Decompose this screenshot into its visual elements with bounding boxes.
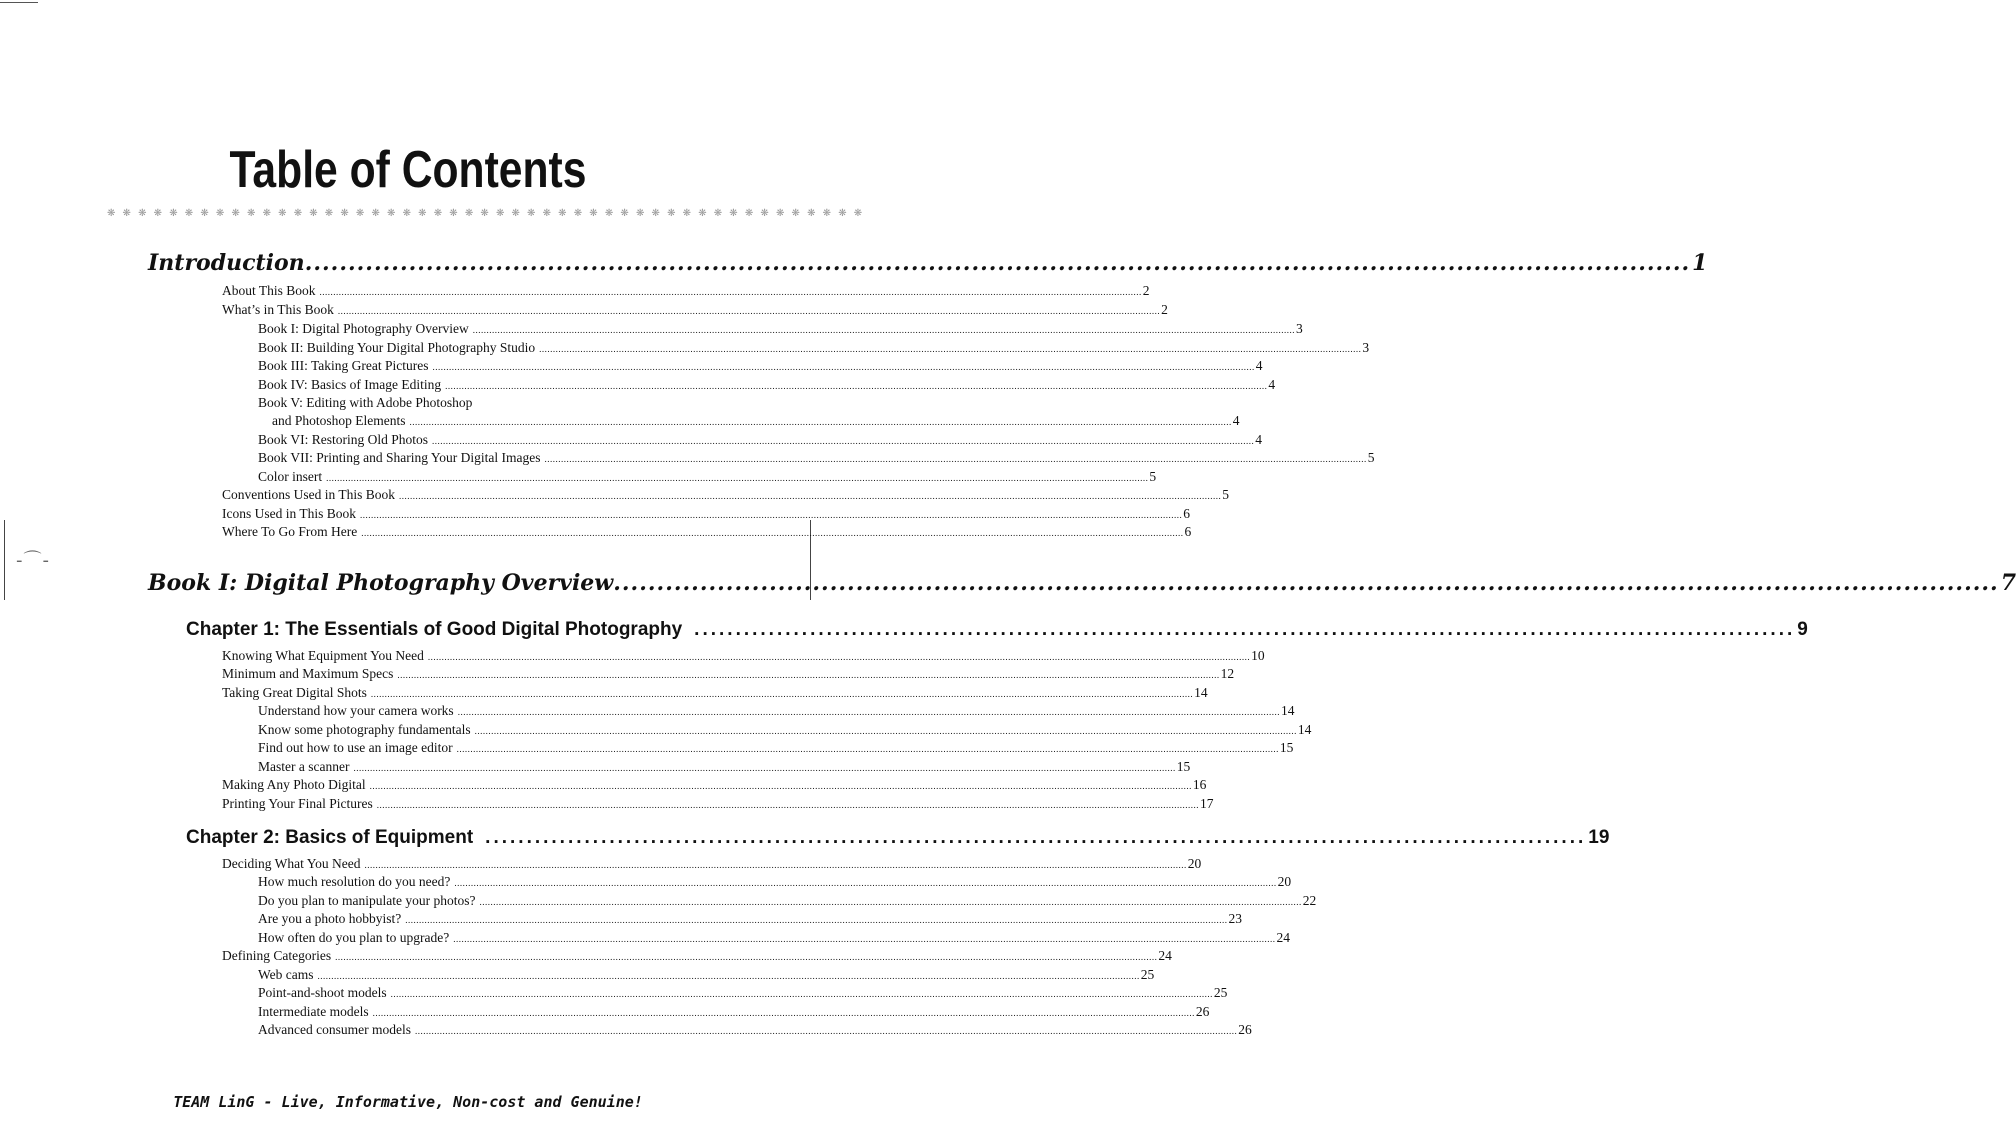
toc-entry[interactable]	[258, 340, 1370, 358]
entry-page: 24	[1276, 930, 1290, 945]
entry-page: 26	[1238, 1022, 1252, 1037]
dot-leader	[316, 287, 1142, 297]
toc-entry[interactable]	[258, 703, 1295, 721]
entry-title: Minimum and Maximum Specs	[222, 666, 394, 681]
chapter-title: Chapter 1: The Essentials of Good Digital Photography	[186, 619, 683, 640]
dot-leader	[369, 1008, 1195, 1018]
toc-entry[interactable]	[258, 911, 1242, 929]
entry-page: 5	[1222, 487, 1230, 502]
entry-page: 5	[1149, 469, 1157, 484]
dot-leader	[322, 473, 1148, 483]
toc-entry[interactable]	[222, 777, 1207, 795]
dot-leader	[366, 781, 1192, 791]
entry-page: 25	[1213, 985, 1228, 1000]
corner-crop-line	[0, 2, 38, 3]
entry-title: How often do you plan to upgrade?	[258, 930, 450, 945]
part-title: Book I: Digital Photography Overview	[148, 570, 614, 596]
registration-mark-icon: -⌒-	[16, 550, 50, 571]
chapter-page-number: 9	[1797, 619, 1808, 640]
dot-leader	[473, 827, 1586, 849]
entry-title: Knowing What Equipment You Need	[222, 648, 424, 663]
dot-leader	[395, 491, 1221, 501]
entry-page: 20	[1277, 874, 1292, 889]
toc-entry[interactable]	[258, 377, 1276, 395]
entry-page: 4	[1255, 432, 1263, 447]
toc-entry[interactable]	[222, 648, 1265, 666]
dot-leader	[331, 952, 1157, 962]
entry-title: Do you plan to manipulate your photos?	[258, 893, 476, 908]
entry-page: 2	[1142, 283, 1150, 298]
entry-title: Intermediate models	[258, 1004, 369, 1019]
dot-leader	[471, 726, 1297, 736]
entry-title: Book I: Digital Photography Overview	[258, 321, 469, 336]
toc-entry[interactable]	[258, 1022, 1252, 1040]
toc-entry[interactable]	[258, 759, 1191, 777]
entry-page: 6	[1184, 524, 1192, 539]
entry-title: Conventions Used in This Book	[222, 487, 396, 502]
toc-entry[interactable]	[222, 302, 1168, 320]
entry-title: Advanced consumer models	[258, 1022, 411, 1037]
entry-page: 20	[1187, 856, 1202, 871]
entry-title: Book II: Building Your Digital Photography Studio	[258, 340, 536, 355]
toc-entry[interactable]	[222, 796, 1214, 814]
dot-leader	[393, 670, 1219, 680]
entry-page: 14	[1280, 703, 1295, 718]
entry-title: Are you a photo hobbyist?	[258, 911, 402, 926]
dot-leader	[469, 325, 1295, 335]
dot-leader	[314, 971, 1140, 981]
entry-title: Book IV: Basics of Image Editing	[258, 377, 442, 392]
entry-page: 5	[1367, 450, 1375, 465]
entry-page: 26	[1195, 1004, 1210, 1019]
page-title: Table of Contents	[229, 141, 587, 199]
dot-leader	[401, 915, 1227, 925]
toc-entry[interactable]	[258, 967, 1155, 985]
entry-title: Taking Great Digital Shots	[222, 685, 367, 700]
dot-leader	[387, 989, 1213, 999]
toc-entry[interactable]	[222, 487, 1230, 505]
dot-leader	[682, 619, 1795, 641]
toc-entry[interactable]	[258, 930, 1290, 948]
dot-leader	[454, 707, 1280, 717]
dot-leader	[357, 528, 1183, 538]
toc-chapter-1[interactable]	[186, 619, 1808, 641]
entry-title: Point-and-shoot models	[258, 985, 387, 1000]
entry-title: About This Book	[222, 283, 316, 298]
toc-entry[interactable]	[272, 413, 1240, 431]
toc-entry[interactable]	[222, 506, 1190, 524]
toc-chapter-2[interactable]	[186, 827, 1610, 849]
entry-page: 2	[1161, 302, 1168, 317]
entry-page: 6	[1183, 506, 1190, 521]
entry-title: Book VI: Restoring Old Photos	[258, 432, 429, 447]
toc-part-book-1[interactable]	[148, 570, 2016, 596]
toc-entry-no-page[interactable]	[258, 395, 698, 413]
dot-leader	[373, 800, 1199, 810]
part-page-number: 1	[1692, 250, 1708, 276]
entry-title: Where To Go From Here	[222, 524, 358, 539]
entry-title: Making Any Photo Digital	[222, 777, 366, 792]
dot-leader	[356, 510, 1182, 520]
dot-leader	[449, 934, 1275, 944]
toc-entry[interactable]	[222, 685, 1208, 703]
entry-title: Color insert	[258, 469, 323, 484]
entry-title: Know some photography fundamentals	[258, 722, 471, 737]
entry-title: Find out how to use an image editor	[258, 740, 453, 755]
toc-entry[interactable]	[258, 321, 1303, 339]
entry-page: 15	[1176, 759, 1191, 774]
entry-title: Web cams	[258, 967, 314, 982]
toc-entry[interactable]	[258, 450, 1375, 468]
dot-leader	[334, 306, 1160, 316]
dot-leader	[541, 454, 1367, 464]
dot-leader	[428, 436, 1254, 446]
entry-title: Book VII: Printing and Sharing Your Digital Images	[258, 450, 541, 465]
dot-leader	[360, 860, 1186, 870]
dot-leader	[411, 1026, 1237, 1036]
entry-page: 14	[1194, 685, 1208, 700]
toc-entry[interactable]	[258, 985, 1228, 1003]
entry-page: 22	[1302, 893, 1317, 908]
part-title: Introduction	[148, 250, 305, 276]
toc-entry[interactable]	[258, 358, 1263, 376]
toc-entry[interactable]	[258, 469, 1157, 487]
dot-leader	[349, 763, 1175, 773]
entry-title: and Photoshop Elements	[272, 413, 406, 428]
dot-leader	[367, 689, 1193, 699]
toc-entry[interactable]	[258, 874, 1292, 892]
entry-page: 15	[1279, 740, 1294, 755]
dot-leader	[613, 570, 1998, 596]
entry-page: 14	[1297, 722, 1312, 737]
entry-title: Icons Used in This Book	[222, 506, 356, 521]
toc-part-introduction[interactable]	[148, 250, 1708, 276]
entry-title: Book III: Taking Great Pictures	[258, 358, 429, 373]
entry-title: Defining Categories	[222, 948, 332, 963]
chapter-title: Chapter 2: Basics of Equipment	[186, 827, 474, 848]
entry-page: 25	[1140, 967, 1155, 982]
toc-entry[interactable]	[258, 740, 1294, 758]
entry-title: How much resolution do you need?	[258, 874, 451, 889]
entry-page: 3	[1362, 340, 1370, 355]
dot-leader	[305, 250, 1690, 276]
entry-title: Understand how your camera works	[258, 703, 454, 718]
entry-title: Book V: Editing with Adobe Photoshop	[258, 395, 473, 410]
toc-entry[interactable]	[222, 948, 1172, 966]
entry-title: Deciding What You Need	[222, 856, 361, 871]
dot-leader	[424, 652, 1250, 662]
entry-page: 12	[1220, 666, 1235, 681]
dot-leader	[429, 362, 1255, 372]
entry-page: 24	[1158, 948, 1172, 963]
toc-entry[interactable]	[222, 666, 1235, 684]
entry-title: Master a scanner	[258, 759, 350, 774]
toc-entry[interactable]	[222, 283, 1150, 301]
part-page-number: 7	[2000, 570, 2016, 596]
page-footer: TEAM LinG - Live, Informative, Non-cost and Genuine!	[173, 1093, 643, 1111]
toc-entry[interactable]	[222, 524, 1192, 542]
entry-page: 23	[1228, 911, 1242, 926]
dot-leader	[406, 417, 1232, 427]
left-margin-rule	[4, 520, 5, 600]
entry-page: 16	[1192, 777, 1207, 792]
toc-entry[interactable]	[258, 722, 1312, 740]
toc-entry[interactable]	[258, 1004, 1210, 1022]
chapter-page-number: 19	[1588, 827, 1610, 848]
dot-leader	[475, 897, 1301, 907]
entry-title: What’s in This Book	[222, 302, 334, 317]
dot-leader	[535, 344, 1361, 354]
entry-title: Printing Your Final Pictures	[222, 796, 373, 811]
dot-leader	[453, 744, 1279, 754]
dot-leader	[450, 878, 1276, 888]
entry-page: 17	[1200, 796, 1214, 811]
entry-page: 3	[1295, 321, 1303, 336]
entry-page: 4	[1232, 413, 1240, 428]
dot-leader	[441, 381, 1267, 391]
entry-page: 10	[1251, 648, 1265, 663]
entry-page: 4	[1268, 377, 1276, 392]
toc-entry[interactable]	[258, 432, 1263, 450]
toc-entry[interactable]	[222, 856, 1202, 874]
ornamental-divider: ❋ ❋ ❋ ❋ ❋ ❋ ❋ ❋ ❋ ❋ ❋ ❋ ❋ ❋ ❋ ❋ ❋ ❋ ❋ ❋ ❋ ❋ ❋ ❋ ❋ ❋ ❋ ❋ ❋ ❋ ❋ ❋ ❋ ❋ ❋ ❋ ❋ ❋ ❋ ❋ ❋ ❋ ❋ ❋ ❋ ❋ ❋ ❋ ❋	[107, 208, 865, 219]
toc-entry[interactable]	[258, 893, 1317, 911]
entry-page: 4	[1255, 358, 1263, 373]
